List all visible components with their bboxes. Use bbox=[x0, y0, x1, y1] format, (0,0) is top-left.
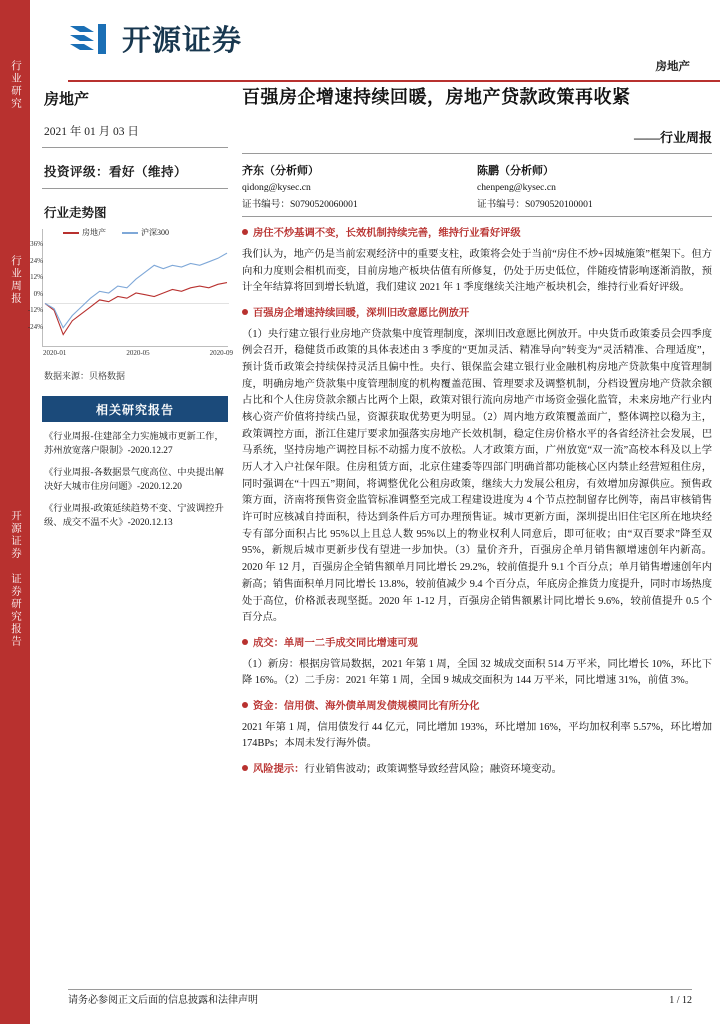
chart-ytick-3: 0% bbox=[33, 289, 43, 298]
list-item[interactable]: 《行业周报-各数据景气度高位、中央提出解决好大城市住房问题》-2020.12.20 bbox=[44, 467, 224, 493]
analyst-0 bbox=[242, 162, 477, 210]
header-divider bbox=[68, 80, 720, 82]
chart-xtick-2: 2020-09 bbox=[209, 349, 233, 357]
industry-trend-chart bbox=[27, 228, 233, 357]
brand-logo bbox=[68, 18, 242, 59]
analyst-block bbox=[242, 162, 712, 210]
analyst-cert: 证书编号：S0790520100001 bbox=[477, 199, 593, 211]
bullet-icon bbox=[242, 229, 248, 235]
section-policy bbox=[242, 306, 712, 627]
chart-ytick-0: 36% bbox=[30, 240, 43, 248]
chart-ytick-1: 24% bbox=[30, 256, 43, 265]
header-sector-tag: 房地产 bbox=[655, 61, 690, 73]
section-heading bbox=[242, 226, 712, 243]
section-heading bbox=[242, 762, 712, 779]
footer-disclaimer: 请务必参阅正文后面的信息披露和法律声明 bbox=[68, 995, 258, 1006]
title-divider bbox=[242, 153, 712, 154]
section-paragraph: 2021 年第 1 周，信用债发行 44 亿元，同比增加 193%，环比增加 16%，平均加权利率 5.57%，环比增加 174BPs；本周未发行海外债。 bbox=[242, 721, 712, 750]
section-risk bbox=[242, 762, 712, 779]
sidebar-divider-2 bbox=[42, 188, 228, 189]
list-item[interactable]: 《行业周报-政策延续趋势不变、宁波调控升级、成交不温不火》-2020.12.13 bbox=[44, 503, 224, 529]
chart-legend-label-0: 房地产 bbox=[82, 228, 106, 237]
bullet-icon bbox=[242, 765, 248, 771]
analyst-divider bbox=[242, 216, 712, 217]
section-heading-text: 房住不炒基调不变，长效机制持续完善，维持行业看好评级 bbox=[253, 228, 521, 240]
investment-rating bbox=[44, 162, 234, 180]
bullet-icon bbox=[242, 309, 248, 315]
sidebar-column bbox=[27, 84, 234, 537]
analyst-name: 齐东（分析师） bbox=[242, 165, 319, 178]
document-footer bbox=[68, 991, 692, 1006]
chart-ytick-4: -12% bbox=[27, 306, 43, 314]
sidebar-sector: 房地产 bbox=[44, 92, 90, 108]
section-paragraph: （1）央行建立银行业房地产贷款集中度管理制度，深圳旧改意愿比例放开。中央货币政策委员会四季度例会召开，稳健货币政策的具体表述由 3 季度的“更加灵活、精准导向”转变为“灵活精准、合理适度”，预计货币政策会持续保持灵活且偏中性。央行、银保监会建立银行业金融机构房地产贷款集中度管理制度，明确房地产贷款集中度管理制度的机构覆盖范围、管理要求及调整机制，分档设置房地产贷款余额占比和个人住房贷款余额占比两个上限，政策对银行流向房地产市场资金强化监管，未来房地产行业内核心资产价值将持续凸显，资源获取优势更为明显。（2）周内地方政策覆盖面广，整体调控以稳为主，政策调控方面，浙江住建厅要求加强落实房地产长效机制，稳定住房价格水平的各省经济社会发展，巴马系统，坚持房地产调控目标不动摇力度不放松。人才政策方面，广州放宽“双一流”高校本科及以上学历人才入户社保年限。住房租赁方面，北京住建委等四部门明确首都功能核心区内禁止经营短租住房，同时强调在“十四五”期间，将调整优化公租房政策，继续大力发展公租房，有效增加房源供应。预售政策方面，济南将预售资金监管标准调整至完成工程建设进度为 4 个节点控制留存比例等，南昌审核销售许可时应核减自持面积，待达到条件后方可办理预售证。城市更新方面，深圳提出旧住宅区所在地块经专有部分面积占比 95%以上且总人数 95%以上的物业权利人同意后，即可征收；由“双百要求”降至双 95%，新规后城市更新步伐有望进一步加快。（3）量价齐升，百强房企单月销售额增速创年内新高。2020 年 12 月，百强房企全销售额单月同比增长 29.2%，较前值提升 9.1 个百分点；单月销售增速创年内新高；销售面积单月同比增长 13.8%，较前值减少 9.4 个百分点，年底房企推货力度提升，同时市场热度处于高位，价格派表现坚挺。2020 年 1-12 月，百强房企销售额累计同比增长 9.6%，较前值提升 0.5 个百分点。 bbox=[242, 328, 712, 624]
analyst-1 bbox=[477, 162, 712, 210]
chart-y-axis-labels bbox=[19, 239, 43, 338]
analyst-name: 陈鹏（分析师） bbox=[477, 165, 554, 178]
main-column bbox=[242, 84, 712, 779]
footer-divider bbox=[68, 989, 692, 990]
bullet-icon bbox=[242, 702, 248, 708]
page-title: 百强房企增速持续回暖，房地产贷款政策再收紧 bbox=[242, 87, 631, 107]
brand-name: 开源证券 bbox=[122, 23, 243, 57]
side-strip bbox=[0, 0, 30, 1024]
footer-page-number: 1 / 12 bbox=[669, 995, 692, 1006]
analyst-cert: 证书编号：S0790520060001 bbox=[242, 199, 358, 211]
section-heading bbox=[242, 306, 712, 323]
chart-legend-label-1: 沪深300 bbox=[141, 228, 169, 237]
related-reports-header: 相关研究报告 bbox=[42, 396, 228, 422]
chart-title: 行业走势图 bbox=[44, 206, 107, 220]
chart-ytick-2: 12% bbox=[30, 273, 43, 281]
chart-xtick-0: 2020-01 bbox=[43, 349, 67, 357]
side-strip-label-broker: 开源证券 证券研究报告 bbox=[10, 510, 21, 648]
analyst-email[interactable]: chenpeng@kysec.cn bbox=[477, 182, 556, 194]
investment-rating-label: 投资评级： bbox=[44, 165, 110, 179]
chart-ytick-5: -24% bbox=[27, 322, 43, 331]
section-rating-view bbox=[242, 226, 712, 297]
report-date: 2021 年 01 月 03 日 bbox=[44, 126, 139, 138]
section-funding bbox=[242, 699, 712, 753]
section-heading bbox=[242, 699, 712, 716]
side-strip-label-industry-weekly: 行业周报 bbox=[10, 255, 21, 305]
section-heading-text: 成交：单周一二手成交同比增速可观 bbox=[253, 637, 418, 649]
chart-xtick-1: 2020-05 bbox=[126, 349, 150, 357]
related-reports-list bbox=[44, 430, 228, 530]
section-heading-text: 百强房企增速持续回暖，深圳旧改意愿比例放开 bbox=[253, 308, 470, 320]
list-item[interactable]: 《行业周报-住建部全力实施城市更新工作，苏州放宽落户限制》-2020.12.27 bbox=[44, 432, 224, 457]
section-heading bbox=[242, 636, 712, 653]
investment-rating-value: 看好（维持） bbox=[109, 165, 188, 179]
side-strip-label-industry-research: 行业研究 bbox=[10, 60, 21, 110]
chart-source: 数据来源：贝格数据 bbox=[44, 371, 126, 381]
document-header bbox=[30, 0, 724, 72]
section-risk-text: 行业销售波动；政策调整导致经营风险；融资环境变动。 bbox=[304, 763, 562, 775]
section-transactions bbox=[242, 636, 712, 690]
page-subtitle: ——行业周报 bbox=[633, 130, 712, 146]
chart-plot-area bbox=[43, 229, 229, 347]
section-paragraph: （1）新房：根据房管局数据，2021 年第 1 周，全国 32 城成交面积 514 万平米，同比增长 10%，环比下降 16%。（2）二手房：2021 年第 1 周，全国 9 城成交面积为 144 万平米，同比增速 31%，前值 3%。 bbox=[242, 658, 712, 687]
bullet-icon bbox=[242, 639, 248, 645]
chart-x-axis-labels bbox=[43, 349, 233, 357]
analyst-email[interactable]: qidong@kysec.cn bbox=[242, 182, 311, 194]
section-heading-text: 风险提示： bbox=[253, 763, 305, 775]
section-paragraph: 我们认为，地产仍是当前宏观经济中的重要支柱，政策将会处于当前“房住不炒+因城施策”框架下。但方向和力度则会相机而变，目前房地产板块估值有所修复，仍处于历史低位，伴随疫情影响逐渐消散，预计全年结算将回到增长轨道，我们建议 2021 年 1 季度继续关注地产板块机会，维持行业看好评级。 bbox=[242, 249, 712, 294]
logo-mark-icon bbox=[68, 22, 112, 56]
sidebar-divider-1 bbox=[42, 147, 228, 148]
section-heading-text: 资金：信用债、海外债单周发债规模同比有所分化 bbox=[253, 700, 480, 712]
